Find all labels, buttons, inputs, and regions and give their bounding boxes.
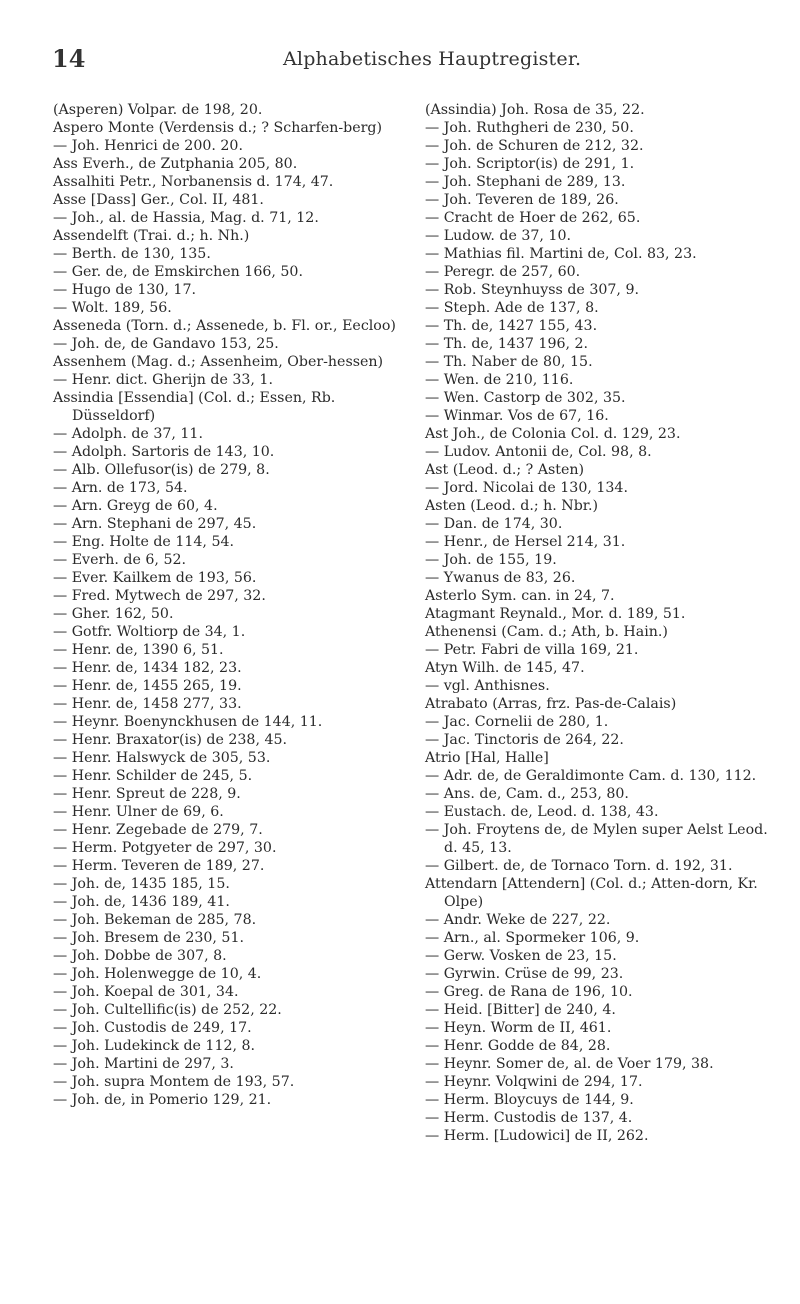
index-entry: — Th. de, 1437 196, 2. (425, 336, 589, 352)
index-entry: — Ludov. Antonii de, Col. 98, 8. (425, 444, 652, 460)
index-entry: Atrio [Hal, Halle] (425, 750, 549, 766)
index-entry: — Henr. Spreut de 228, 9. (53, 786, 241, 802)
index-entry: Asse [Dass] Ger., Col. II, 481. (53, 192, 264, 208)
index-entry: — Mathias fil. Martini de, Col. 83, 23. (425, 246, 697, 262)
index-entry: — Joh. de, 1436 189, 41. (53, 894, 230, 910)
index-entry: Ast Joh., de Colonia Col. d. 129, 23. (425, 426, 681, 442)
index-entry: Assalhiti Petr., Norbanensis d. 174, 47. (53, 174, 334, 190)
index-entry: — vgl. Anthisnes. (425, 678, 550, 694)
index-entry: (Assindia) Joh. Rosa de 35, 22. (425, 102, 645, 118)
index-entry: — Ludow. de 37, 10. (425, 228, 571, 244)
index-entry: Assenhem (Mag. d.; Assenheim, Ober-hessen) (53, 354, 384, 370)
index-entry: — Joh. de, in Pomerio 129, 21. (53, 1092, 272, 1108)
index-entry: — Winmar. Vos de 67, 16. (425, 408, 609, 424)
index-entry: — Henr. de, 1455 265, 19. (53, 678, 242, 694)
index-entry: Asterlo Sym. can. in 24, 7. (425, 588, 615, 604)
index-entry: — Henr. dict. Gherijn de 33, 1. (53, 372, 273, 388)
index-entry: Athenensi (Cam. d.; Ath, b. Hain.) (425, 624, 668, 640)
index-entry: Assendelft (Trai. d.; h. Nh.) (53, 228, 250, 244)
left-column (53, 101, 400, 1109)
index-entry: — Heyn. Worm de II, 461. (425, 1020, 612, 1036)
index-entry: — Joh. de, de Gandavo 153, 25. (53, 336, 279, 352)
index-entry: — Ever. Kailkem de 193, 56. (53, 570, 257, 586)
index-entry: — Henr. de, 1390 6, 51. (53, 642, 224, 658)
index-entry: — Greg. de Rana de 196, 10. (425, 984, 633, 1000)
index-entry: — Gilbert. de, de Tornaco Torn. d. 192, 31. (425, 858, 733, 874)
index-entry: — Joh. Martini de 297, 3. (53, 1056, 234, 1072)
index-entry: — Steph. Ade de 137, 8. (425, 300, 599, 316)
index-entry: — Joh. Bekeman de 285, 78. (53, 912, 257, 928)
index-entry: Ast (Leod. d.; ? Asten) (425, 462, 585, 478)
index-entry: — Henr. de, 1434 182, 23. (53, 660, 242, 676)
index-entry: Assindia [Essendia] (Col. d.; Essen, Rb. Düsseldorf) (53, 390, 336, 424)
index-entry: — Fred. Mytwech de 297, 32. (53, 588, 266, 604)
index-entry: — Berth. de 130, 135. (53, 246, 211, 262)
index-entry: — Herm. Bloycuys de 144, 9. (425, 1092, 634, 1108)
right-column (425, 101, 772, 1145)
index-entry: — Heid. [Bitter] de 240, 4. (425, 1002, 616, 1018)
index-entry: — Gher. 162, 50. (53, 606, 174, 622)
index-entry: — Jord. Nicolai de 130, 134. (425, 480, 628, 496)
page-header (52, 44, 752, 78)
index-entry: — Herm. Teveren de 189, 27. (53, 858, 265, 874)
index-entry: Ass Everh., de Zutphania 205, 80. (53, 156, 298, 172)
index-entry: — Gerw. Vosken de 23, 15. (425, 948, 617, 964)
index-entry: — Herm. [Ludowici] de II, 262. (425, 1128, 649, 1144)
index-entry: — Joh. Dobbe de 307, 8. (53, 948, 227, 964)
index-entry: — Gotfr. Woltiorp de 34, 1. (53, 624, 246, 640)
index-entry: — Henr., de Hersel 214, 31. (425, 534, 626, 550)
index-entry: — Ger. de, de Emskirchen 166, 50. (53, 264, 303, 280)
index-entry: — Henr. Braxator(is) de 238, 45. (53, 732, 288, 748)
index-entry: — Henr. Ulner de 69, 6. (53, 804, 224, 820)
index-entry: — Dan. de 174, 30. (425, 516, 563, 532)
index-entry: — Heynr. Somer de, al. de Voer 179, 38. (425, 1056, 714, 1072)
index-entry: — Andr. Weke de 227, 22. (425, 912, 611, 928)
index-entry: — Petr. Fabri de villa 169, 21. (425, 642, 639, 658)
index-entry: — Peregr. de 257, 60. (425, 264, 581, 280)
index-entry: — Ywanus de 83, 26. (425, 570, 576, 586)
index-entry: — Jac. Tinctoris de 264, 22. (425, 732, 624, 748)
index-entry: — Arn. de 173, 54. (53, 480, 188, 496)
index-entry: — Joh. Ruthgheri de 230, 50. (425, 120, 634, 136)
index-entry: Atagmant Reynald., Mor. d. 189, 51. (425, 606, 686, 622)
index-entry: — Henr. Halswyck de 305, 53. (53, 750, 271, 766)
index-entry: — Arn. Greyg de 60, 4. (53, 498, 218, 514)
index-entry: — Joh. de 155, 19. (425, 552, 557, 568)
index-entry: — Eustach. de, Leod. d. 138, 43. (425, 804, 659, 820)
index-entry: — Wen. de 210, 116. (425, 372, 574, 388)
index-entry: — Hugo de 130, 17. (53, 282, 196, 298)
index-entry: — Everh. de 6, 52. (53, 552, 187, 568)
index-entry: Aspero Monte (Verdensis d.; ? Scharfen-berg) (53, 120, 383, 136)
page-number: 14 (52, 44, 86, 73)
index-entry: Atyn Wilh. de 145, 47. (425, 660, 585, 676)
index-entry: — Th. Naber de 80, 15. (425, 354, 593, 370)
index-entry: Atrabato (Arras, frz. Pas-de-Calais) (425, 696, 677, 712)
index-entry: — Joh., al. de Hassia, Mag. d. 71, 12. (53, 210, 319, 226)
index-entry: — Joh. supra Montem de 193, 57. (53, 1074, 295, 1090)
index-entry: (Asperen) Volpar. de 198, 20. (53, 102, 263, 118)
index-entry: — Joh. Custodis de 249, 17. (53, 1020, 252, 1036)
index-entry: — Joh. Teveren de 189, 26. (425, 192, 619, 208)
index-entry: — Joh. Holenwegge de 10, 4. (53, 966, 262, 982)
index-entry: — Jac. Cornelii de 280, 1. (425, 714, 609, 730)
index-entry: — Arn., al. Spormeker 106, 9. (425, 930, 640, 946)
index-entry: — Herm. Potgyeter de 297, 30. (53, 840, 277, 856)
index-entry: — Joh. Bresem de 230, 51. (53, 930, 244, 946)
index-entry: — Cracht de Hoer de 262, 65. (425, 210, 641, 226)
index-entry: — Heynr. Volqwini de 294, 17. (425, 1074, 643, 1090)
index-entry: — Herm. Custodis de 137, 4. (425, 1110, 633, 1126)
index-entry: — Henr. de, 1458 277, 33. (53, 696, 242, 712)
index-entry: Asseneda (Torn. d.; Assenede, b. Fl. or., Eecloo) (53, 318, 396, 334)
index-entry: — Joh. Ludekinck de 112, 8. (53, 1038, 256, 1054)
index-entry: — Gyrwin. Crüse de 99, 23. (425, 966, 624, 982)
index-entry: — Joh. de, 1435 185, 15. (53, 876, 230, 892)
index-entry: — Adolph. Sartoris de 143, 10. (53, 444, 275, 460)
index-entry: — Alb. Ollefusor(is) de 279, 8. (53, 462, 270, 478)
index-entry: — Joh. Scriptor(is) de 291, 1. (425, 156, 635, 172)
index-entry: — Wen. Castorp de 302, 35. (425, 390, 626, 406)
index-entry: — Joh. Stephani de 289, 13. (425, 174, 626, 190)
index-entry: — Henr. Godde de 84, 28. (425, 1038, 611, 1054)
index-entry: — Eng. Holte de 114, 54. (53, 534, 235, 550)
index-entry: — Joh. Henrici de 200. 20. (53, 138, 243, 154)
index-entry: — Ans. de, Cam. d., 253, 80. (425, 786, 629, 802)
index-entry: — Joh. de Schuren de 212, 32. (425, 138, 644, 154)
index-entry: — Joh. Froytens de, de Mylen super Aelst Leod. d. 45, 13. (425, 822, 768, 856)
index-entry: — Th. de, 1427 155, 43. (425, 318, 598, 334)
index-entry: — Rob. Steynhuyss de 307, 9. (425, 282, 639, 298)
index-entry: Attendarn [Attendern] (Col. d.; Atten-dorn, Kr. Olpe) (425, 876, 758, 910)
page-title: Alphabetisches Hauptregister. (283, 48, 582, 70)
index-entry: — Adr. de, de Geraldimonte Cam. d. 130, 112. (425, 768, 757, 784)
index-entry: — Arn. Stephani de 297, 45. (53, 516, 257, 532)
index-entry: — Joh. Koepal de 301, 34. (53, 984, 239, 1000)
index-entry: — Joh. Cultellific(is) de 252, 22. (53, 1002, 282, 1018)
index-entry: — Adolph. de 37, 11. (53, 426, 203, 442)
index-entry: — Heynr. Boenynckhusen de 144, 11. (53, 714, 323, 730)
index-entry: — Henr. Schilder de 245, 5. (53, 768, 253, 784)
index-entry: — Wolt. 189, 56. (53, 300, 172, 316)
index-entry: Asten (Leod. d.; h. Nbr.) (425, 498, 599, 514)
index-entry: — Henr. Zegebade de 279, 7. (53, 822, 263, 838)
